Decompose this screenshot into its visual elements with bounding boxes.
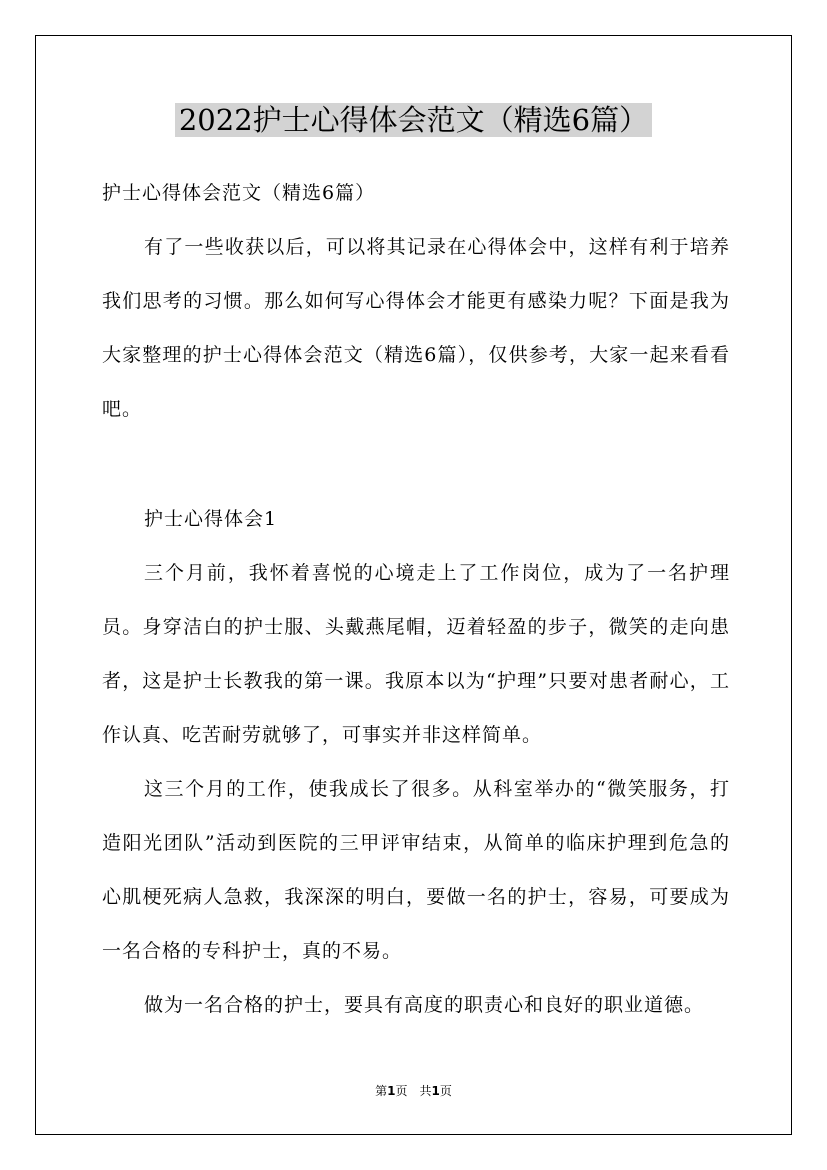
intro-paragraph: 有了一些收获以后，可以将其记录在心得体会中，这样有利于培养我们思考的习惯。那么如何写心得体会才能更有感染力呢？下面是我为大家整理的护士心得体会范文（精选6篇），仅供参考，大家一起来看看吧。 xyxy=(102,236,730,420)
page-total: 1 xyxy=(431,1084,440,1098)
page-unit: 页 xyxy=(395,1084,408,1098)
body-paragraph-1: 三个月前，我怀着喜悦的心境走上了工作岗位，成为了一名护理员。身穿洁白的护士服、头戴燕尾帽，迈着轻盈的步子，微笑的走向患者，这是护士长教我的第一课。我原本以为“护理”只要对患者耐心，工作认真、吃苦耐劳就够了，可事实并非这样简单。 xyxy=(102,562,730,746)
page-prefix: 第 xyxy=(375,1084,388,1098)
document-subtitle: 护士心得体会范文（精选6篇） xyxy=(102,182,376,204)
total-unit: 页 xyxy=(439,1084,452,1098)
page-footer xyxy=(0,1082,827,1100)
total-prefix: 共 xyxy=(419,1084,432,1098)
body-paragraph-3: 做为一名合格的护士，要具有高度的职责心和良好的职业道德。 xyxy=(144,994,705,1016)
section-heading: 护士心得体会1 xyxy=(144,508,278,530)
document-title-text: 2022护士心得体会范文（精选6篇） xyxy=(175,103,652,137)
page-current: 1 xyxy=(387,1084,396,1098)
body-paragraph-2: 这三个月的工作，使我成长了很多。从科室举办的“微笑服务，打造阳光团队”活动到医院的三甲评审结束，从简单的临床护理到危急的心肌梗死病人急救，我深深的明白，要做一名的护士，容易，可要成为一名合格的专科护士，真的不易。 xyxy=(102,778,730,962)
document-title xyxy=(0,100,827,140)
